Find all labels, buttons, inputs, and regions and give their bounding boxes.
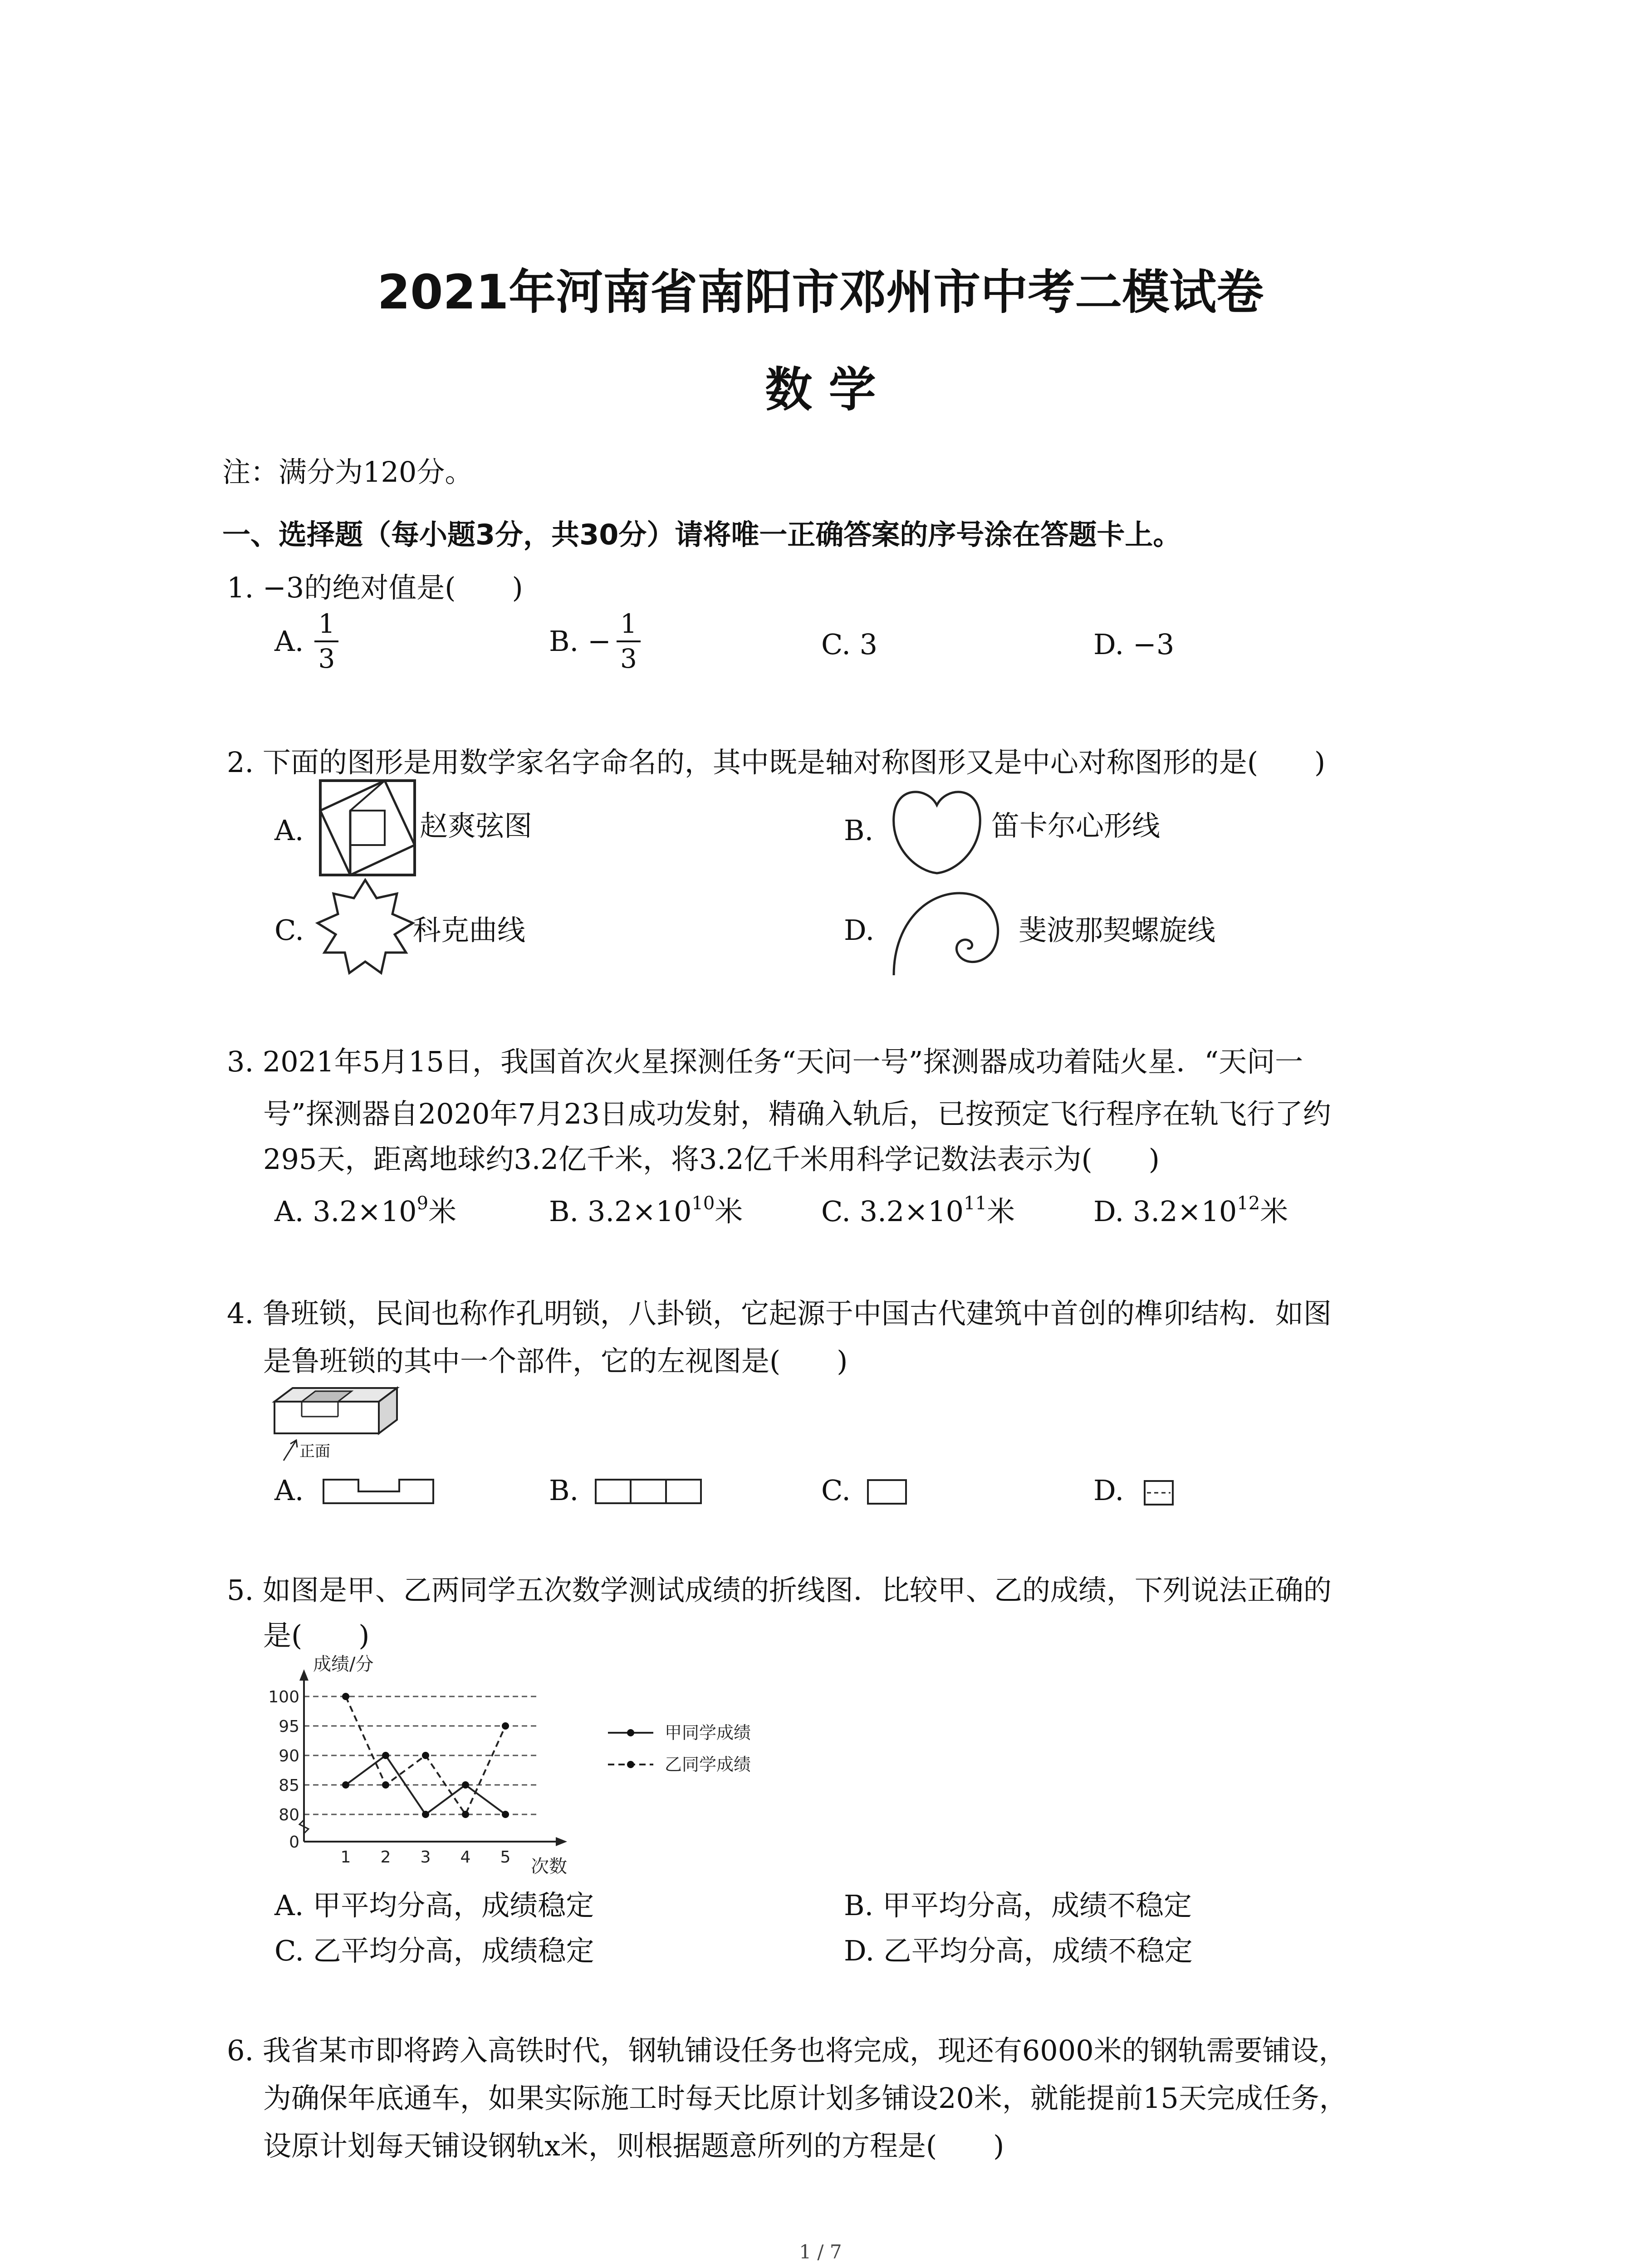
data-point [422, 1811, 429, 1818]
y-axis-label: 成绩/分 [313, 1654, 374, 1675]
subject-title: 数 学 [765, 362, 876, 417]
y-axis-arrow [299, 1669, 309, 1681]
cardioid-curve [889, 785, 985, 875]
q3-option-b: B. $3.2\times 10^{10}$米 [549, 1193, 743, 1228]
q4-a-label: A. [274, 1474, 304, 1507]
data-point [382, 1781, 389, 1789]
q2-a-label: A. [274, 814, 304, 847]
y-tick-label: 95 [279, 1717, 299, 1736]
luban-lock-piece [270, 1381, 406, 1465]
q2-b-text: 笛卡尔心形线 [991, 809, 1161, 842]
q6-line2: 为确保年底通车，如果实际施工时每天比原计划多铺设20米，就能提前15天完成任务， [263, 2082, 1347, 2115]
x-axis-arrow [556, 1837, 567, 1846]
q2-c-label: C. [274, 914, 304, 947]
q2-d-label: D. [844, 914, 875, 947]
data-point [462, 1781, 469, 1789]
q4-line2: 是鲁班锁的其中一个部件，它的左视图是( ) [263, 1344, 848, 1378]
x-tick-label: 3 [420, 1848, 431, 1867]
q4-option-d-shape [1143, 1480, 1175, 1507]
y-tick-label: 80 [279, 1806, 299, 1824]
q4-c-label: C. [821, 1474, 851, 1507]
q1-b-fraction: $\frac{1}{3}$ [617, 610, 641, 673]
q4-d-label: D. [1093, 1474, 1124, 1507]
q4-option-c-shape [867, 1479, 907, 1506]
koch-curve [313, 878, 417, 982]
q5-option-b: B. 甲平均分高，成绩不稳定 [844, 1889, 1192, 1922]
q4-option-b-shape [594, 1478, 703, 1505]
q1-option-a [274, 610, 338, 673]
section-heading: 一、选择题（每小题3分，共30分）请将唯一正确答案的序号涂在答题卡上。 [222, 518, 1181, 551]
q5-line1: 5. 如图是甲、乙两同学五次数学测试成绩的折线图．比较甲、乙的成绩，下列说法正确的 [227, 1574, 1332, 1607]
q3-option-a: A. $3.2\times 10^9$米 [274, 1193, 457, 1228]
data-point [422, 1752, 429, 1759]
q1-b-label: B. − [549, 624, 611, 658]
legend-marker-1 [627, 1729, 634, 1736]
q1-a-fraction: $\frac{1}{3}$ [314, 610, 338, 673]
zhao-shuang-diagram [318, 778, 417, 878]
legend-label-1: 甲同学成绩 [665, 1723, 751, 1743]
x-tick-label: 4 [460, 1848, 471, 1867]
data-point [382, 1752, 389, 1759]
y-tick-label: 100 [268, 1688, 299, 1706]
q1-option-d: D. −3 [1093, 628, 1175, 661]
fibonacci-spiral [889, 885, 1007, 984]
q5-option-a: A. 甲平均分高，成绩稳定 [274, 1889, 594, 1922]
q2-b-label: B. [844, 814, 874, 847]
y-tick-label: 0 [289, 1833, 299, 1852]
q2-c-text: 科克曲线 [413, 914, 526, 947]
front-view-label: 正面 [299, 1442, 330, 1461]
q6-line3: 设原计划每天铺设钢轨x米，则根据题意所列的方程是( ) [263, 2129, 1004, 2162]
x-tick-label: 2 [380, 1848, 391, 1867]
q3-option-c: C. $3.2\times 10^{11}$米 [821, 1193, 1015, 1228]
data-point [502, 1722, 509, 1730]
q4-line1: 4. 鲁班锁，民间也称作孔明锁，八卦锁，它起源于中国古代建筑中首创的榫卯结构．如图 [227, 1297, 1332, 1330]
score-note: 注：满分为120分。 [222, 455, 473, 489]
q1-stem: 1. −3的绝对值是( ) [227, 571, 523, 604]
q2-stem: 2. 下面的图形是用数学家名字命名的，其中既是轴对称图形又是中心对称图形的是( ) [227, 746, 1326, 779]
q2-d-text: 斐波那契螺旋线 [1019, 914, 1216, 947]
q1-a-label: A. [274, 624, 304, 658]
x-tick-label: 1 [340, 1848, 351, 1867]
data-point [342, 1693, 349, 1700]
data-point [342, 1781, 349, 1789]
page-number: 1 / 7 [799, 2241, 842, 2263]
x-tick-label: 5 [500, 1848, 511, 1867]
legend-marker-2 [627, 1761, 634, 1768]
y-tick-label: 90 [279, 1747, 299, 1765]
q3-line2: 号”探测器自2020年7月23日成功发射，精确入轨后，已按预定飞行程序在轨飞行了约 [263, 1097, 1331, 1130]
q1-option-b [549, 610, 641, 673]
q5-line2: 是( ) [263, 1619, 370, 1652]
q4-option-a-shape [322, 1478, 436, 1505]
data-point [502, 1811, 509, 1818]
q1-option-c: C. 3 [821, 628, 878, 661]
q5-option-d: D. 乙平均分高，成绩不稳定 [844, 1934, 1193, 1967]
y-tick-label: 85 [279, 1776, 299, 1795]
q2-a-text: 赵爽弦图 [420, 809, 533, 842]
score-line-chart [254, 1654, 798, 1896]
q3-option-d: D. $3.2\times 10^{12}$米 [1093, 1193, 1288, 1228]
data-point [462, 1811, 469, 1818]
q4-b-label: B. [549, 1474, 579, 1507]
x-axis-label: 次数 [531, 1856, 567, 1877]
legend-label-2: 乙同学成绩 [665, 1755, 751, 1774]
q5-option-c: C. 乙平均分高，成绩稳定 [274, 1934, 594, 1967]
exam-title: 2021年河南省南阳市邓州市中考二模试卷 [377, 264, 1264, 320]
q6-line1: 6. 我省某市即将跨入高铁时代，钢轨铺设任务也将完成，现还有6000米的钢轨需要铺设， [227, 2034, 1347, 2067]
q3-line1: 3. 2021年5月15日，我国首次火星探测任务“天问一号”探测器成功着陆火星．“天问一 [227, 1045, 1303, 1078]
q3-line3: 295天，距离地球约3.2亿千米，将3.2亿千米用科学记数法表示为( ) [263, 1143, 1160, 1176]
